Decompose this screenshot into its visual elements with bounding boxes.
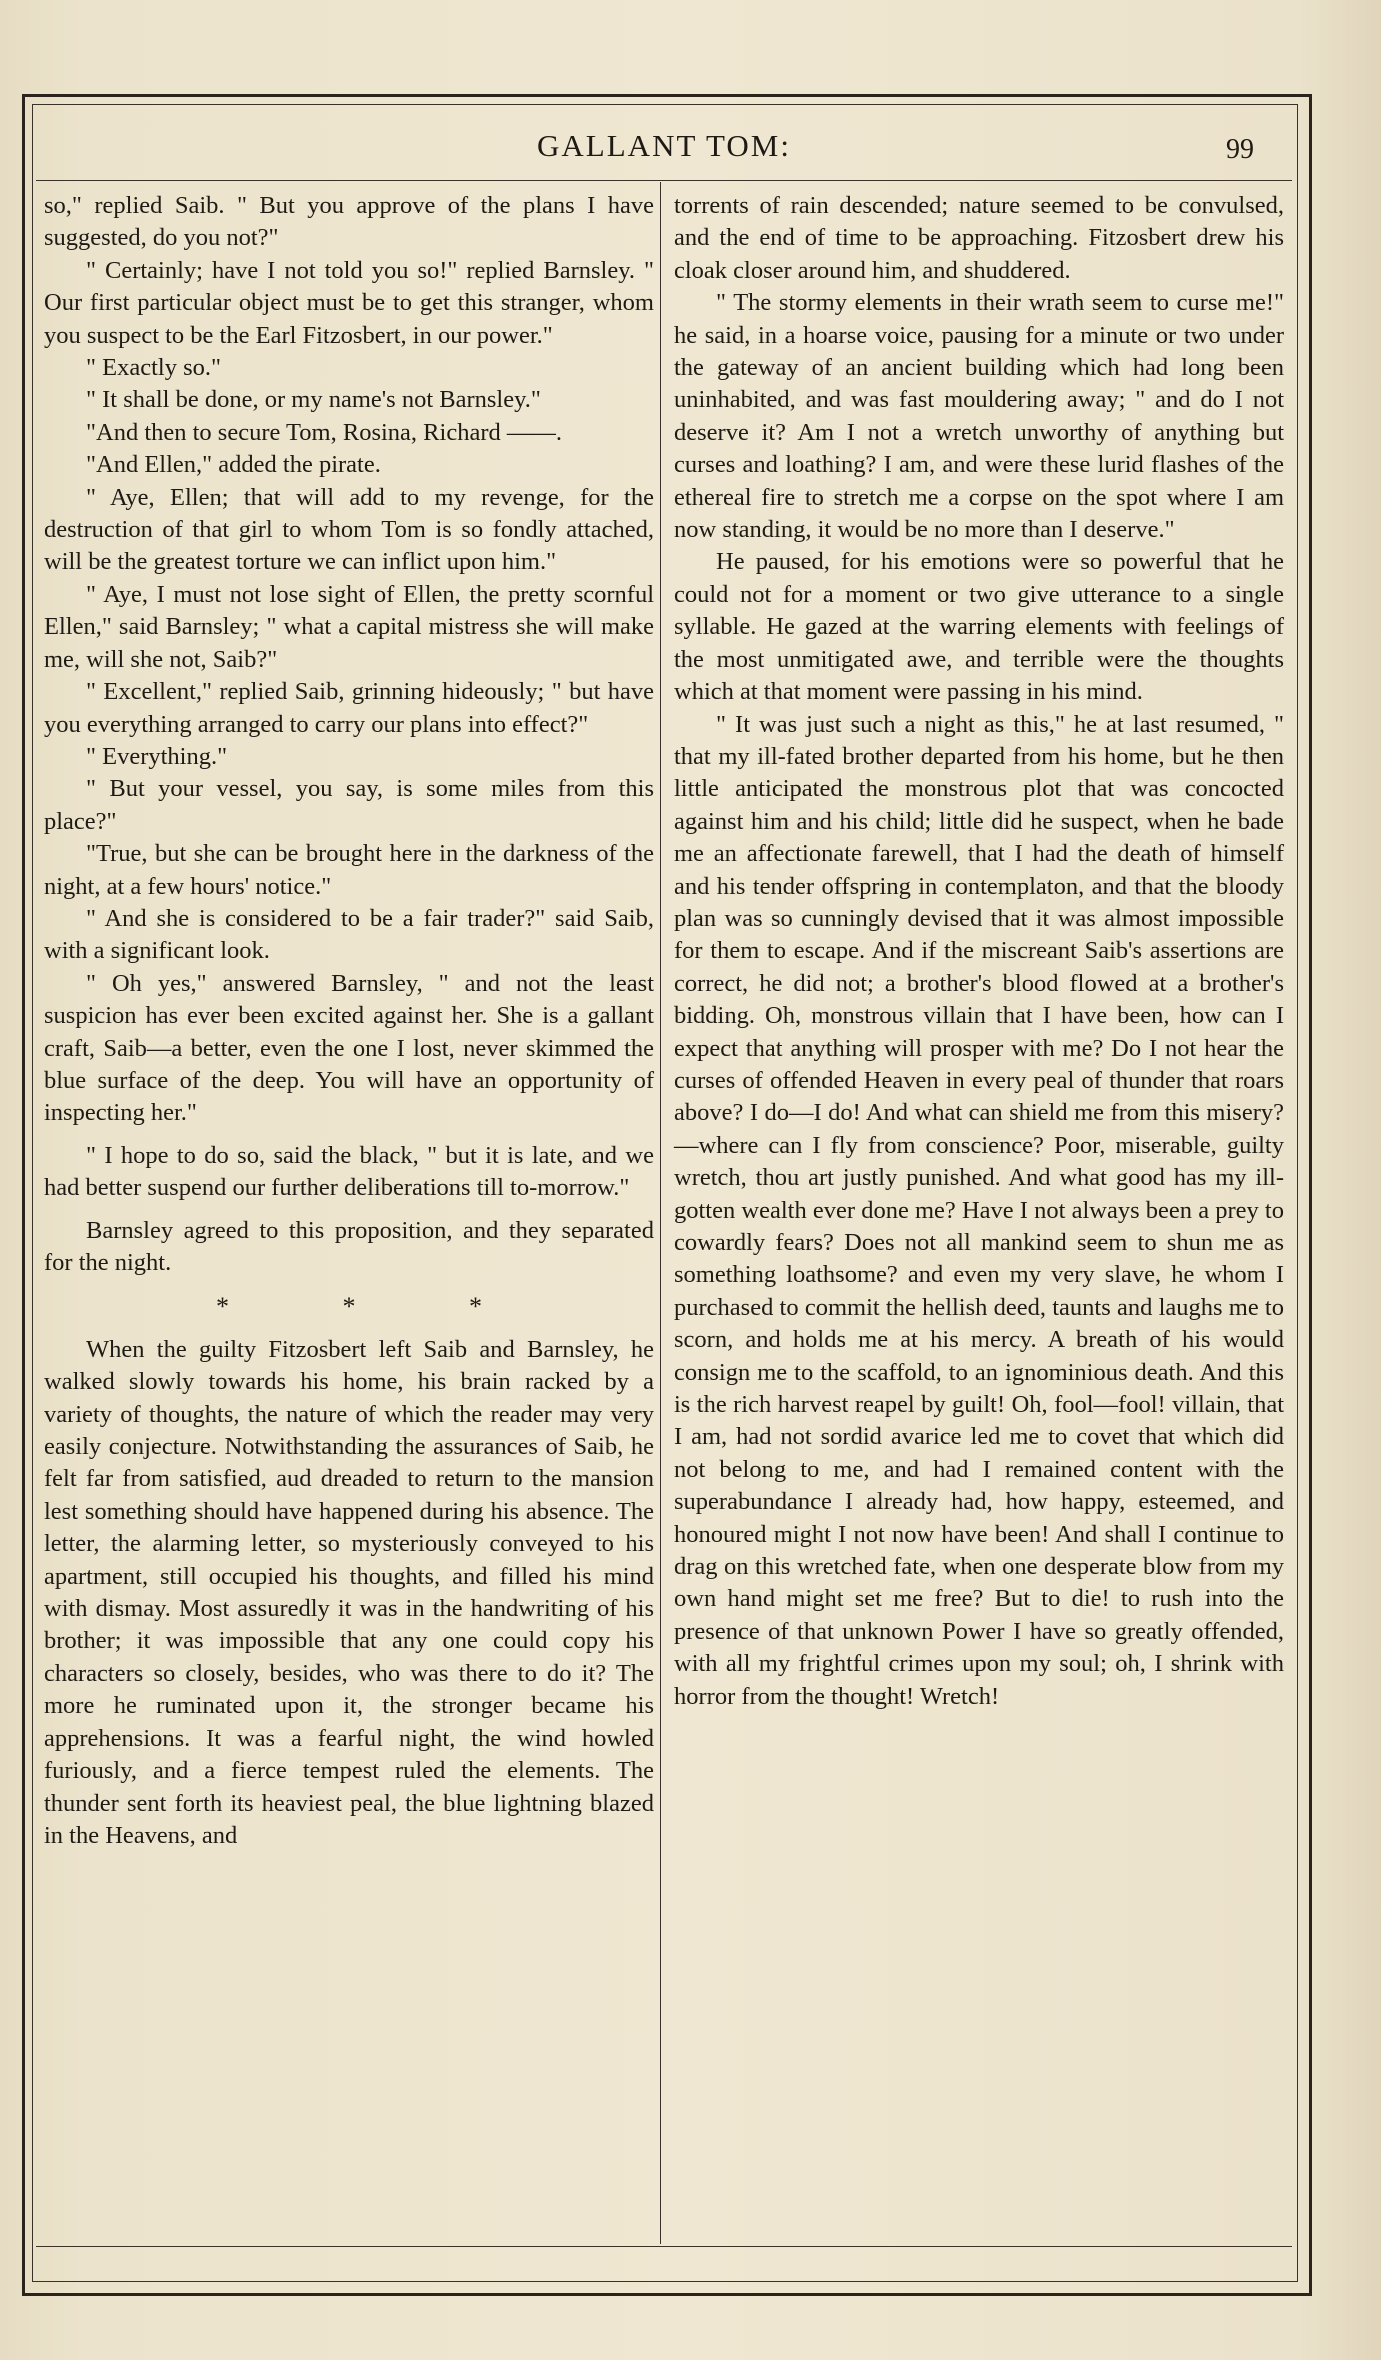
paragraph: He paused, for his emotions were so powerful that he could not for a moment or two give utterance to a single syllable. He gazed at the warring elements with feelings of the most unmitigated awe, and terrible were the thoughts which at that moment were passing in his mind. — [674, 548, 1284, 706]
paragraph: When the guilty Fitzosbert left Saib and Barnsley, he walked slowly towards his home, his brain racked by a variety of thoughts, the nature of which the reader may very easily conjecture. Notwithstanding the assurances of Saib, he felt far from satisfied, aud dreaded to return to the mansion lest something should have happened during his absence. The letter, the alarming letter, so mysteriously conveyed to his apartment, still occupied his thoughts, and filled his mind with dismay. Most assuredly it was in the handwriting of his brother; it was impossible that any one could copy his characters so closely, besides, who was there to do it? The more he ruminated upon it, the stronger became his apprehensions. It was a fearful night, the wind howled furiously, and a fierce tempest ruled the elements. The thunder sent forth its heaviest peal, the blue lightning blazed in the Heavens, and — [44, 1335, 654, 1849]
paragraph: " And she is considered to be a fair trader?" said Saib, with a significant look. — [44, 904, 654, 965]
header-divider — [36, 180, 1292, 181]
paragraph: "True, but she can be brought here in the darkness of the night, at a few hours' notice." — [44, 840, 654, 900]
paragraph: " Excellent," replied Saib, grinning hideously; " but have you everything arranged to carry our plans into effect?" — [44, 678, 654, 738]
paragraph: " Certainly; have I not told you so!" replied Barnsley. " Our first particular object must be to get this stranger, whom you suspect to be the Earl Fitzosbert, in our power." — [44, 256, 654, 349]
paragraph: " It was just such a night as this," he at last resumed, " that my ill-fated brother departed from his home, but he then little anticipated the monstrous plot that was concocted against him and his child; little did he suspect, when he bade me an affectionate farewell, that I had the death of himself and his tender offspring in contemplaton, and that the bloody plan was so cunningly devised that it was almost impossible for them to escape. And if the miscreant Saib's assertions are correct, he did not; a brother's blood flowed at a brother's bidding. Oh, monstrous villain that I have been, how can I expect that anything will prosper with me? Do I not hear the curses of offended Heaven in every peal of thunder that roars above? I do—I do! And what can shield me from this misery?—where can I fly from conscience? Poor, miserable, guilty wretch, thou art justly punished. And what good has my ill-gotten wealth ever done me? Have I not always been a prey to cowardly fears? Does not all mankind seem to shun me as something loathsome? and even my very slave, he whom I purchased to commit the hellish deed, taunts and laughs me to scorn, and holds me at his mercy. A breath of his would consign me to the scaffold, to an ignominious death. And this is the rich harvest reapel by guilt! Oh, fool—fool! villain, that I am, had not sordid avarice led me to covet that which did not belong to me, and had I remained content with the superabundance I already had, how happy, esteemed, and honoured might I not now have been! And shall I continue to drag on this wretched fate, when one desperate blow from my own hand might set me free? But to die! to rush into the presence of that unknown Power I have so greatly offended, with all my frightful crimes upon my soul; oh, I shrink with horror from the thought! Wretch! — [674, 710, 1284, 1710]
section-break-star: * — [469, 1292, 482, 1322]
paragraph: "And Ellen," added the pirate. — [86, 451, 381, 479]
paragraph: " Everything." — [86, 742, 228, 770]
paragraph: " The stormy elements in their wrath seem to curse me!" he said, in a hoarse voice, pausing for a minute or two under the gateway of an ancient building which had long been uninhabited, and was fast mouldering away; " and do I not deserve it? Am I not a wretch unworthy of anything but curses and loathing? I am, and were these lurid flashes of the ethereal fire to stretch me a corpse on the spot where I am now standing, it would be no more than I deserve." — [674, 289, 1284, 544]
right-column — [674, 190, 1284, 1713]
paragraph: torrents of rain descended; nature seemed to be convulsed, and the end of time to be approaching. Fitzosbert drew his cloak closer around him, and shuddered. — [674, 192, 1284, 284]
page-number: 99 — [1226, 134, 1254, 165]
paragraph: " I hope to do so, said the black, " but it is late, and we had better suspend our further deliberations till to-morrow." — [44, 1141, 654, 1202]
footer-divider — [36, 2246, 1292, 2247]
left-column — [44, 190, 654, 1852]
page-header — [36, 112, 1292, 182]
paragraph: "And then to secure Tom, Rosina, Richard ——. — [86, 418, 562, 446]
section-break-star: * — [342, 1292, 356, 1322]
paragraph: Barnsley agreed to this proposition, and they separated for the night. — [44, 1216, 654, 1276]
column-divider — [660, 182, 661, 2244]
running-title: GALLANT TOM: — [537, 128, 791, 163]
section-break-star: * — [216, 1292, 229, 1322]
paragraph: " Oh yes," answered Barnsley, " and not the least suspicion has ever been excited against her. She is a gallant craft, Saib—a better, even the one I lost, never skimmed the blue surface of the deep. You will have an opportunity of inspecting her." — [44, 969, 654, 1127]
paragraph: so," replied Saib. " But you approve of the plans I have suggested, do you not?" — [44, 192, 654, 252]
paragraph: " Aye, I must not lose sight of Ellen, the pretty scornful Ellen," said Barnsley; " what a capital mistress she will make me, will she not, Saib?" — [44, 580, 654, 673]
paragraph: " Aye, Ellen; that will add to my revenge, for the destruction of that girl to whom Tom is so fondly attached, will be the greatest torture we can inflict upon him." — [44, 483, 654, 576]
paragraph: " It shall be done, or my name's not Barnsley." — [86, 386, 541, 414]
paragraph: " But your vessel, you say, is some miles from this place?" — [44, 775, 654, 835]
section-break — [44, 1291, 654, 1323]
paragraph: " Exactly so." — [86, 354, 221, 382]
